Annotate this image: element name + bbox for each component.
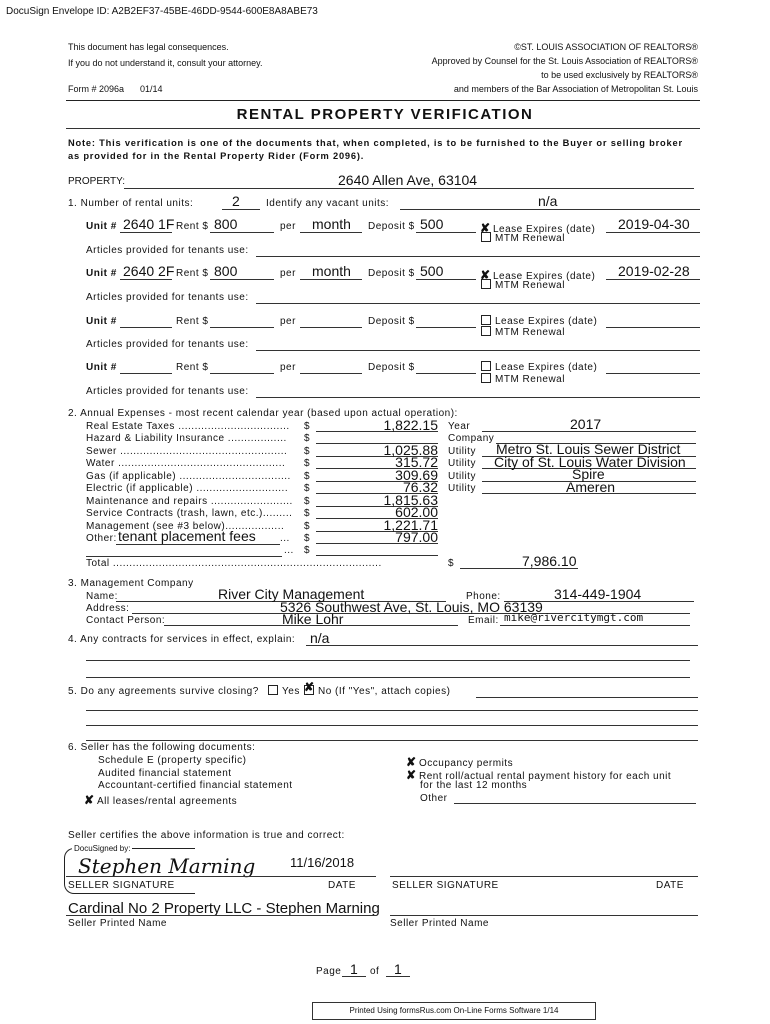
articles-label: Articles provided for tenants use: [86, 339, 249, 350]
checkmark-icon: ✘ [406, 768, 417, 782]
per-label: per [280, 362, 296, 373]
mtm-label: MTM Renewal [495, 233, 565, 244]
unit-label: Unit # [86, 362, 117, 373]
unit-2-rent[interactable]: 800 [214, 263, 238, 279]
printed-name-label: Seller Printed Name [68, 918, 167, 929]
docusigned-label: DocuSigned by: [74, 844, 131, 853]
checkmark-icon: ✘ [84, 793, 95, 807]
doc-leases-label: All leases/rental agreements [97, 796, 238, 807]
rent-label: Rent $ [176, 221, 209, 232]
unit-2-lease-date[interactable]: 2019-02-28 [618, 263, 690, 279]
unit-1-mtm-checkbox[interactable] [481, 233, 565, 244]
agreements-line-3[interactable] [86, 725, 698, 726]
unit-label: Unit # [86, 316, 117, 327]
mgmt-name-value[interactable]: River City Management [218, 586, 365, 602]
expense-value-gas[interactable]: 309.69 [395, 467, 438, 483]
expense-value-water[interactable]: 315.72 [395, 454, 438, 470]
expense-label-taxes: Real Estate Taxes .................................. [86, 421, 290, 432]
doc-last-12: for the last 12 months [420, 780, 528, 791]
deposit-label: Deposit $ [368, 316, 415, 327]
contact-label: Contact Person: [86, 615, 166, 626]
property-line [124, 188, 694, 189]
doc-accountant: Accountant-certified financial statement [98, 780, 293, 791]
page-title: RENTAL PROPERTY VERIFICATION [236, 106, 534, 123]
unit-4-number[interactable] [120, 373, 172, 374]
approval: Approved by Counsel for the St. Louis Association of REALTORS® [431, 56, 698, 66]
deposit-label: Deposit $ [368, 221, 415, 232]
checkbox-icon [481, 279, 491, 289]
signature-date[interactable]: 11/16/2018 [290, 855, 355, 870]
rental-units-count[interactable]: 2 [232, 193, 240, 209]
expense-label-management: Management (see #3 below).................. [86, 521, 285, 532]
page-label: Page [316, 966, 342, 977]
expense-label-gas: Gas (if applicable) .................................. [86, 471, 291, 482]
doc-schedule-e: Schedule E (property specific) [98, 755, 247, 766]
unit-3-period[interactable] [300, 327, 362, 328]
exclusive-use: to be used exclusively by REALTORS® [541, 70, 698, 80]
unit-3-mtm-checkbox[interactable] [481, 327, 565, 338]
agreements-yes-checkbox[interactable] [268, 686, 300, 697]
deposit-label: Deposit $ [368, 268, 415, 279]
contact-value[interactable]: Mike Lohr [282, 611, 344, 627]
deposit-label: Deposit $ [368, 362, 415, 373]
checkmark-icon: ✘ [304, 680, 315, 695]
agreements-line-4[interactable] [86, 740, 698, 741]
bar-association: and members of the Bar Association of Metropolitan St. Louis [453, 84, 698, 94]
per-label: per [280, 268, 296, 279]
expense-label-sewer: Sewer ................................................... [86, 446, 288, 457]
expenses-heading: 2. Annual Expenses - most recent calendar year (based upon actual operation): [68, 408, 458, 419]
lease-expires-label: Lease Expires (date) [493, 271, 596, 282]
articles-line[interactable] [256, 350, 700, 351]
per-label: per [280, 221, 296, 232]
utility-value-2[interactable]: City of St. Louis Water Division [494, 454, 686, 470]
legal-notice: This document has legal consequences. [68, 42, 229, 52]
articles-label: Articles provided for tenants use: [86, 292, 249, 303]
checkbox-icon [304, 680, 315, 695]
unit-4-period[interactable] [300, 373, 362, 374]
expense-value-other[interactable]: 797.00 [395, 529, 438, 545]
title-rule [66, 128, 700, 129]
unit-4-mtm-checkbox[interactable] [481, 374, 565, 385]
contracts-line-3[interactable] [86, 677, 690, 678]
unit-2-number[interactable]: 2640 2F [123, 263, 175, 279]
rent-label: Rent $ [176, 316, 209, 327]
per-label: per [280, 316, 296, 327]
expense-value-service[interactable]: 602.00 [395, 504, 438, 520]
unit-4-deposit[interactable] [416, 373, 476, 374]
expense-label-water: Water ................................................... [86, 458, 286, 469]
articles-line[interactable] [256, 303, 700, 304]
form-number: Form # 2096a [68, 84, 125, 94]
mtm-label: MTM Renewal [495, 327, 565, 338]
rent-label: Rent $ [176, 268, 209, 279]
address-value[interactable]: 5326 Southwest Ave, St. Louis, MO 63139 [280, 599, 543, 615]
phone-value[interactable]: 314-449-1904 [554, 586, 642, 602]
vacant-units-value[interactable]: n/a [538, 193, 558, 209]
seller-2-printed-line[interactable] [390, 915, 698, 916]
unit-1-period[interactable]: month [312, 216, 351, 232]
expense-label-maintenance: Maintenance and repairs ......................... [86, 496, 293, 507]
agreements-no-checkbox[interactable] [304, 680, 451, 697]
unit-3-number[interactable] [120, 327, 172, 328]
utility-value-1[interactable]: Metro St. Louis Sewer District [496, 441, 681, 457]
of-label: of [370, 966, 380, 977]
checkmark-icon: ✘ [480, 268, 491, 282]
date-2-label: DATE [656, 880, 684, 891]
total-label: Total .................................................................................. [86, 558, 382, 569]
property-label: PROPERTY: [68, 176, 126, 187]
expense-value-maintenance[interactable]: 1,815.63 [383, 492, 438, 508]
unit-label: Unit # [86, 268, 117, 279]
email-value[interactable]: mike@rivercitymgt.com [504, 611, 644, 624]
footer-credit: Printed Using formsRus.com On-Line Forms Software 1/14 [312, 1002, 596, 1020]
envelope-id: DocuSign Envelope ID: A2B2EF37-45BE-46DD-9544-600E8A8ABE73 [6, 6, 318, 17]
checkbox-icon [481, 232, 491, 242]
agreements-line-2[interactable] [86, 710, 698, 711]
printed-name[interactable]: Cardinal No 2 Property LLC - Stephen Marning [68, 900, 380, 917]
unit-3-lease-date[interactable] [606, 327, 700, 328]
doc-other-line[interactable] [454, 803, 696, 804]
expense-label-service: Service Contracts (trash, lawn, etc.)......... [86, 508, 293, 519]
page-number: 1 [350, 961, 358, 977]
utility-value-4[interactable]: Ameren [566, 479, 616, 495]
year-label: Year [448, 421, 471, 432]
company-label: Company [448, 433, 495, 444]
utility-value-3[interactable]: Spire [572, 466, 605, 482]
unit-2-deposit[interactable]: 500 [420, 263, 444, 279]
page-total: 1 [394, 961, 402, 977]
no-label: No (If "Yes", attach copies) [318, 686, 451, 697]
rental-units-label: 1. Number of rental units: [68, 198, 194, 209]
expense-label-other: Other: [86, 533, 117, 544]
doc-other-label: Other [420, 793, 448, 804]
checkbox-icon [481, 326, 491, 336]
unit-4-lease-checkbox[interactable] [481, 362, 597, 373]
checkbox-icon [481, 315, 491, 325]
expense-value-sewer[interactable]: 1,025.88 [383, 442, 438, 458]
seller-signature[interactable]: Stephen Marning [78, 854, 256, 878]
utility-label-3: Utility [448, 471, 476, 482]
doc-leases[interactable] [84, 793, 237, 807]
contracts-value[interactable]: n/a [310, 630, 330, 646]
property-value[interactable]: 2640 Allen Ave, 63104 [338, 172, 478, 188]
expense-value-electric[interactable]: 76.32 [402, 479, 438, 495]
expense-value-management[interactable]: 1,221.71 [383, 517, 438, 533]
unit-4-lease-date[interactable] [606, 373, 700, 374]
contracts-line-2[interactable] [86, 660, 690, 661]
utility-label-2: Utility [448, 458, 476, 469]
year-value[interactable]: 2017 [570, 416, 602, 432]
articles-line[interactable] [256, 397, 700, 398]
expense-label-insurance: Hazard & Liability Insurance .................. [86, 433, 287, 444]
utility-label-1: Utility [448, 446, 476, 457]
management-heading: 3. Management Company [68, 578, 194, 589]
printed-name-2-label: Seller Printed Name [390, 918, 489, 929]
articles-label: Articles provided for tenants use: [86, 245, 249, 256]
phone-label: Phone: [466, 591, 501, 602]
checkbox-icon [481, 373, 491, 383]
yes-label: Yes [282, 686, 300, 697]
vacant-units-label: Identify any vacant units: [266, 198, 390, 209]
checkmark-icon: ✘ [480, 221, 491, 235]
checkbox-icon [481, 361, 491, 371]
articles-label: Articles provided for tenants use: [86, 386, 249, 397]
doc-occupancy[interactable] [406, 755, 513, 769]
form-date: 01/14 [140, 84, 163, 94]
lease-expires-label: Lease Expires (date) [495, 316, 598, 327]
unit-3-deposit[interactable] [416, 327, 476, 328]
contracts-label: 4. Any contracts for services in effect, explain: [68, 634, 296, 645]
rent-label: Rent $ [176, 362, 209, 373]
note-line-2: as provided for in the Rental Property Rider (Form 2096). [68, 151, 365, 161]
unit-3-lease-checkbox[interactable] [481, 316, 597, 327]
doc-rent-roll-label: Rent roll/actual rental payment history for each unit [419, 771, 672, 782]
date-label: DATE [328, 880, 356, 891]
agreements-label: 5. Do any agreements survive closing? [68, 686, 259, 697]
unit-1-rent[interactable]: 800 [214, 216, 238, 232]
unit-1-number[interactable]: 2640 1F [123, 216, 175, 232]
mgmt-name-label: Name: [86, 591, 118, 602]
doc-audited: Audited financial statement [98, 768, 232, 779]
certify-text: Seller certifies the above information is true and correct: [68, 830, 345, 841]
other-expense-description[interactable]: tenant placement fees [118, 528, 256, 544]
documents-heading: 6. Seller has the following documents: [68, 742, 256, 753]
email-label: Email: [468, 615, 499, 626]
expense-label-electric: Electric (if applicable) ............................ [86, 483, 289, 494]
copyright: ©ST. LOUIS ASSOCIATION OF REALTORS® [514, 42, 698, 52]
unit-1-deposit[interactable]: 500 [420, 216, 444, 232]
unit-label: Unit # [86, 221, 117, 232]
checkmark-icon: ✘ [406, 755, 417, 769]
checkbox-icon [268, 685, 278, 695]
doc-occupancy-label: Occupancy permits [419, 758, 514, 769]
total-value[interactable]: 7,986.10 [522, 553, 577, 569]
unit-2-mtm-checkbox[interactable] [481, 280, 565, 291]
address-label: Address: [86, 603, 130, 614]
unit-1-lease-date[interactable]: 2019-04-30 [618, 216, 690, 232]
lease-expires-label: Lease Expires (date) [493, 224, 596, 235]
attorney-notice: If you do not understand it, consult your attorney. [68, 58, 263, 68]
seller-signature-label: SELLER SIGNATURE [68, 880, 175, 891]
unit-4-rent[interactable] [210, 373, 274, 374]
seller-2-signature-line[interactable] [390, 876, 698, 877]
header-rule [66, 100, 700, 101]
articles-line[interactable] [256, 256, 700, 257]
lease-expires-label: Lease Expires (date) [495, 362, 598, 373]
unit-2-period[interactable]: month [312, 263, 351, 279]
expense-value-taxes[interactable]: 1,822.15 [383, 417, 438, 433]
utility-label-4: Utility [448, 483, 476, 494]
unit-3-rent[interactable] [210, 327, 274, 328]
note-line-1: Note: This verification is one of the documents that, when completed, is to be furnished to the Buyer or selling broker [68, 138, 683, 148]
mtm-label: MTM Renewal [495, 374, 565, 385]
seller-2-signature-label: SELLER SIGNATURE [392, 880, 499, 891]
mtm-label: MTM Renewal [495, 280, 565, 291]
